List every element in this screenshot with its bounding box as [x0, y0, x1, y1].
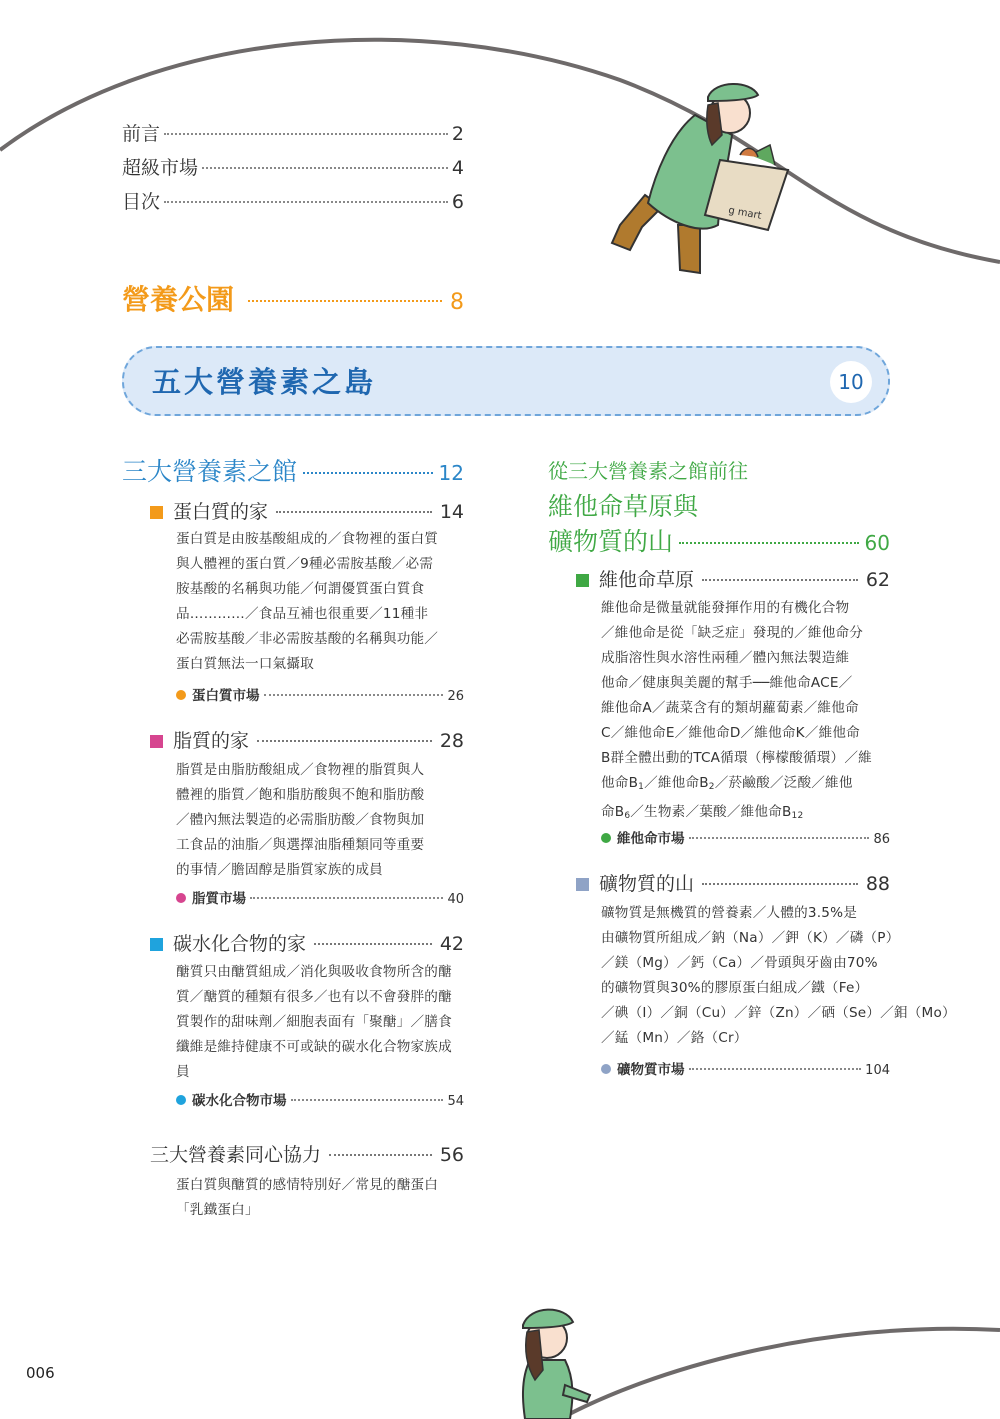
cyan-dot-icon — [176, 1095, 186, 1105]
lipid-description: 脂質是由脂肪酸組成／食物裡的脂質與人 體裡的脂質／飽和脂肪酸與不飽和脂肪酸 ／體內無法製造的必需脂肪酸／食物與加 工食品的油脂／與選擇油脂種類同等重要 的事情／膽固醇是脂質家族的成員 — [176, 762, 425, 878]
entry-label: 脂質市場 — [192, 891, 246, 907]
dot-leader — [257, 740, 432, 742]
toc-entry-cooperation[interactable] — [150, 1140, 464, 1167]
protein-description: 蛋白質是由胺基酸組成的／食物裡的蛋白質 與人體裡的蛋白質／9種必需胺基酸／必需 胺基酸的名稱與功能／何謂優質蛋白質食 品…………／食品互補也很重要／11種非 必需胺基酸／非必需胺基酸的名稱與功能／ 蛋白質無法一口氣攝取 — [176, 531, 439, 672]
orange-square-icon — [150, 506, 163, 519]
entry-label: 碳水化合物市場 — [192, 1093, 287, 1109]
dot-leader — [702, 883, 858, 885]
banner-title: 五大營養素之島 — [152, 365, 377, 399]
toc-entry-vitamin-meadow[interactable] — [576, 565, 890, 592]
toc-entry-vitamin-mineral[interactable] — [548, 522, 890, 558]
entry-label: 三大營養素同心協力 — [150, 1144, 322, 1166]
banner-page: 10 — [830, 361, 872, 403]
toc-entry-lipid-market[interactable] — [176, 887, 464, 907]
toc-entry-mineral-mountain[interactable] — [576, 869, 890, 896]
dot-leader — [303, 472, 433, 474]
orange-dot-icon — [176, 690, 186, 700]
dot-leader — [164, 133, 448, 135]
entry-page: 14 — [439, 501, 464, 523]
toc-entry-supermarket[interactable] — [122, 153, 464, 181]
dot-leader — [689, 1068, 862, 1070]
entry-page: 42 — [439, 933, 464, 955]
entry-label: 維他命草原 — [599, 569, 695, 591]
vitamin-description: 維他命是微量就能發揮作用的有機化合物 ／維他命是從「缺乏症」發現的／維他命分 成脂溶性與水溶性兩種／體內無法製造維 他命／健康與美麗的幫手──維他命ACE／ 維他命A／蔬菜含有的類胡蘿蔔素／維他命 C／維他命E／維他命D／維他命K／維他命 B群全體出動的TCA循環（檸檬酸循環）／維 他命$B_1/$維他命$B_2/$菸鹼酸／泛酸／維他 命$B_6/$生物素／葉酸／維他命$B_{12}$ — [601, 600, 872, 821]
entry-page: 8 — [450, 290, 464, 315]
toc-entry-lipid[interactable] — [150, 726, 464, 753]
entry-page: 6 — [451, 191, 464, 213]
entry-label: 營養公園 — [122, 283, 235, 316]
entry-label: 前言 — [122, 123, 161, 145]
entry-page: 62 — [865, 569, 890, 591]
mineral-description: 礦物質是無機質的營養素／人體的3.5%是 由礦物質所組成／鈉（Na）／鉀（K）／磷（P） ／鎂（Mg）／鈣（Ca）／骨頭與牙齒由70% 的礦物質與30%的膠原蛋白組成／鐵（Fe） ／碘（I）／銅（Cu）／鋅（Zn）／硒（Se）／鉬（Mo） ／錳（Mn）／鉻（Cr） — [601, 905, 956, 1046]
dot-leader — [276, 511, 432, 513]
entry-page: 88 — [865, 873, 890, 895]
entry-page: 60 — [864, 531, 890, 555]
entry-page: 26 — [447, 689, 464, 704]
cyan-square-icon — [150, 938, 163, 951]
page-number: 006 — [26, 1364, 55, 1382]
dot-leader — [248, 300, 442, 302]
slate-square-icon — [576, 878, 589, 891]
entry-page: 56 — [439, 1144, 464, 1166]
dot-leader — [164, 201, 448, 203]
dot-leader — [264, 694, 444, 696]
entry-label: 脂質的家 — [173, 730, 250, 752]
dot-leader — [314, 943, 432, 945]
island-banner[interactable] — [122, 346, 890, 416]
section-title-line1: 維他命草原與 — [548, 492, 699, 521]
svg-text:g mart: g mart — [727, 205, 763, 222]
pink-square-icon — [150, 735, 163, 748]
entry-page: 12 — [438, 461, 464, 485]
character-illustration — [495, 1300, 605, 1419]
route-subtitle: 從三大營養素之館前往 — [548, 459, 748, 483]
green-square-icon — [576, 574, 589, 587]
entry-page: 86 — [873, 832, 890, 847]
entry-label: 蛋白質市場 — [192, 688, 260, 704]
dot-leader — [291, 1099, 444, 1101]
toc-entry-vitamin-market[interactable] — [601, 827, 890, 847]
toc-entry-contents[interactable] — [122, 187, 464, 215]
toc-entry-carbohydrate[interactable] — [150, 929, 464, 956]
dot-leader — [702, 579, 858, 581]
slate-dot-icon — [601, 1064, 611, 1074]
dot-leader — [250, 897, 443, 899]
entry-page: 2 — [451, 123, 464, 145]
entry-label: 礦物質的山 — [599, 873, 695, 895]
entry-label: 礦物質市場 — [617, 1062, 685, 1078]
entry-label: 礦物質的山 — [548, 527, 674, 556]
carbohydrate-description: 醣質只由醣質組成／消化與吸收食物所含的醣 質／醣質的種類有很多／也有以不會發胖的醣 質製作的甜味劑／細胞表面有「聚醣」／膳食 纖維是維持健康不可或缺的碳水化合物家族成 員 — [176, 964, 452, 1080]
toc-entry-mineral-market[interactable] — [601, 1058, 890, 1078]
toc-entry-protein-market[interactable] — [176, 684, 464, 704]
toc-entry-nutrition-park[interactable] — [122, 278, 464, 316]
entry-label: 維他命市場 — [617, 831, 685, 847]
entry-label: 三大營養素之館 — [122, 457, 298, 486]
entry-label: 目次 — [122, 191, 161, 213]
dot-leader — [329, 1154, 432, 1156]
entry-page: 104 — [865, 1063, 890, 1078]
entry-label: 超級市場 — [122, 157, 199, 179]
entry-page: 40 — [447, 892, 464, 907]
dot-leader — [202, 167, 448, 169]
entry-label: 蛋白質的家 — [173, 501, 269, 523]
toc-entry-hall[interactable] — [122, 452, 464, 488]
entry-page: 54 — [447, 1094, 464, 1109]
dot-leader — [679, 542, 859, 544]
entry-page: 28 — [439, 730, 464, 752]
toc-entry-carbohydrate-market[interactable] — [176, 1089, 464, 1109]
cooperation-description: 蛋白質與醣質的感情特別好／常見的醣蛋白 「乳鐵蛋白」 — [176, 1177, 439, 1218]
pink-dot-icon — [176, 893, 186, 903]
green-dot-icon — [601, 833, 611, 843]
shopper-illustration — [600, 75, 810, 285]
toc-entry-preface[interactable] — [122, 119, 464, 147]
toc-entry-protein[interactable] — [150, 497, 464, 524]
entry-page: 4 — [451, 157, 464, 179]
entry-label: 碳水化合物的家 — [173, 933, 307, 955]
dot-leader — [689, 837, 870, 839]
